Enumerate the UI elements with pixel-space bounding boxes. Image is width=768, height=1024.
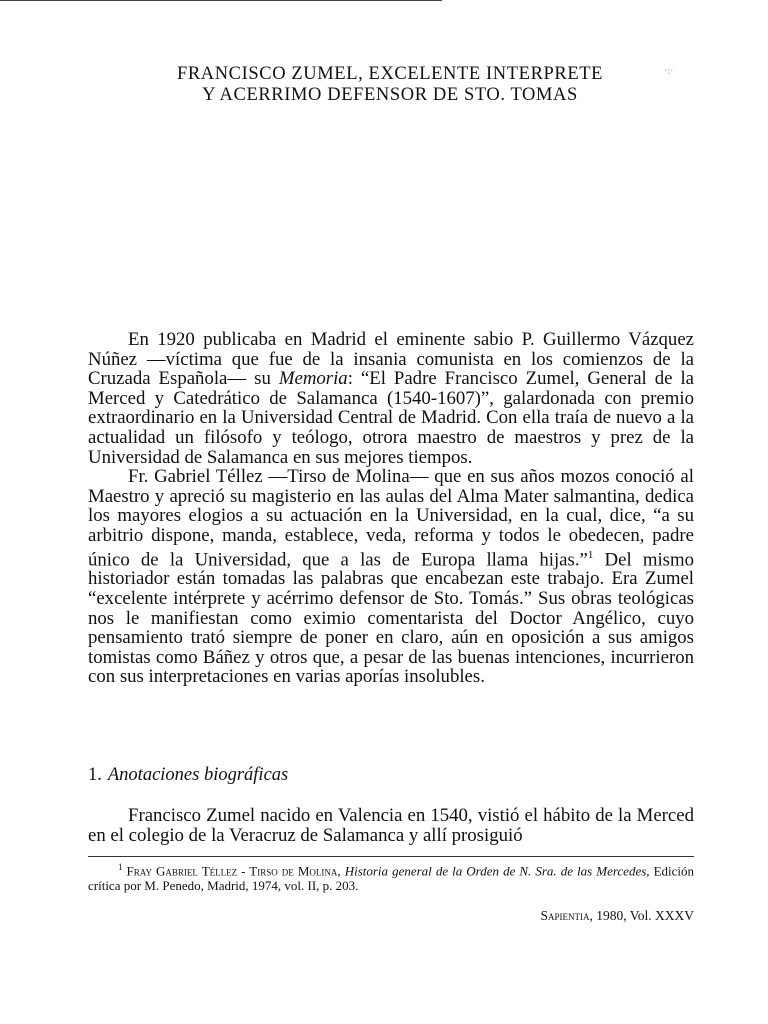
section-title: Anotaciones biográficas xyxy=(107,765,289,785)
footnote-ref: 1 xyxy=(587,548,594,561)
paragraph-2: Fr. Gabriel Téllez —Tirso de Molina— que en sus años mozos conoció al Maestro y apreció su magisterio en las aulas del Alma Mater salmantina, dedica los mayores elogios a su actuación en la Universidad, en la cual, dice, “a su arbitrio dispone, manda, establece, veda, reforma y todos le obedecen, padre único de la Universidad, que a las de Europa llama hijas.”$^1$ Del mismo historiador están tomadas las palabras que encabezan este trabajo. Era Zumel “excelente intérprete y acérrimo defensor de Sto. Tomás.” Sus obras teológicas nos le manifiestan como eximio comentarista del Doctor Angélico, cuyo pensamiento trató siempre de poner en claro, aún en oposición a sus amigos tomistas como Báñez y otros que, a pesar de las buenas intenciones, incurrieron con sus interpretaciones en varias aporías insolubles. xyxy=(88,466,694,688)
section-number: 1. xyxy=(88,765,102,785)
title-line-1: FRANCISCO ZUMEL, EXCELENTE INTERPRETE xyxy=(176,64,604,84)
footnote-details: Edición crítica por M. Penedo, Madrid, 1974, vol. II, p. 203. xyxy=(88,863,695,894)
running-footer xyxy=(540,908,694,924)
paragraph-1: En 1920 publicaba en Madrid el eminente sabio P. Guillermo Vázquez Núñez —víctima que fue de la insania comunista en los comienzos de la Cruzada Española— su Memoria: “El Padre Francisco Zumel, General de la Merced y Catedrático de Salamanca (1540-1607)”, galardonada con premio extraordinario en la Universidad Central de Madrid. Con ella traía de nuevo a la actualidad un filósofo y teólogo, otrora maestro de maestros y prez de la Universidad de Salamanca en sus mejores tiempos. xyxy=(88,329,695,468)
footnote-divider xyxy=(88,856,694,857)
paragraph-3: Francisco Zumel nacido en Valencia en 1540, vistió el hábito de la Merced en el colegio de la Veracruz de Salamanca y allí prosiguió xyxy=(88,805,694,846)
journal-year-volume: 1980, Vol. XXXV xyxy=(596,908,694,923)
journal-name: Sapientia, xyxy=(540,908,593,923)
footnote xyxy=(88,860,694,893)
footnote-author: Fray Gabriel Téllez - Tirso de Molina, xyxy=(126,863,341,879)
footnote-work: Historia general de la Orden de N. Sra. de las Mercedes, xyxy=(344,863,650,879)
emphasis-memoria: Memoria xyxy=(278,368,348,390)
body-text xyxy=(88,330,694,687)
footnote-marker: 1 xyxy=(118,862,123,872)
title-line-2: Y ACERRIMO DEFENSOR DE STO. TOMAS xyxy=(202,85,578,105)
scan-speck: ·:· xyxy=(664,66,674,77)
article-title xyxy=(110,64,670,106)
top-rule xyxy=(0,0,442,1)
section-heading xyxy=(88,765,288,786)
